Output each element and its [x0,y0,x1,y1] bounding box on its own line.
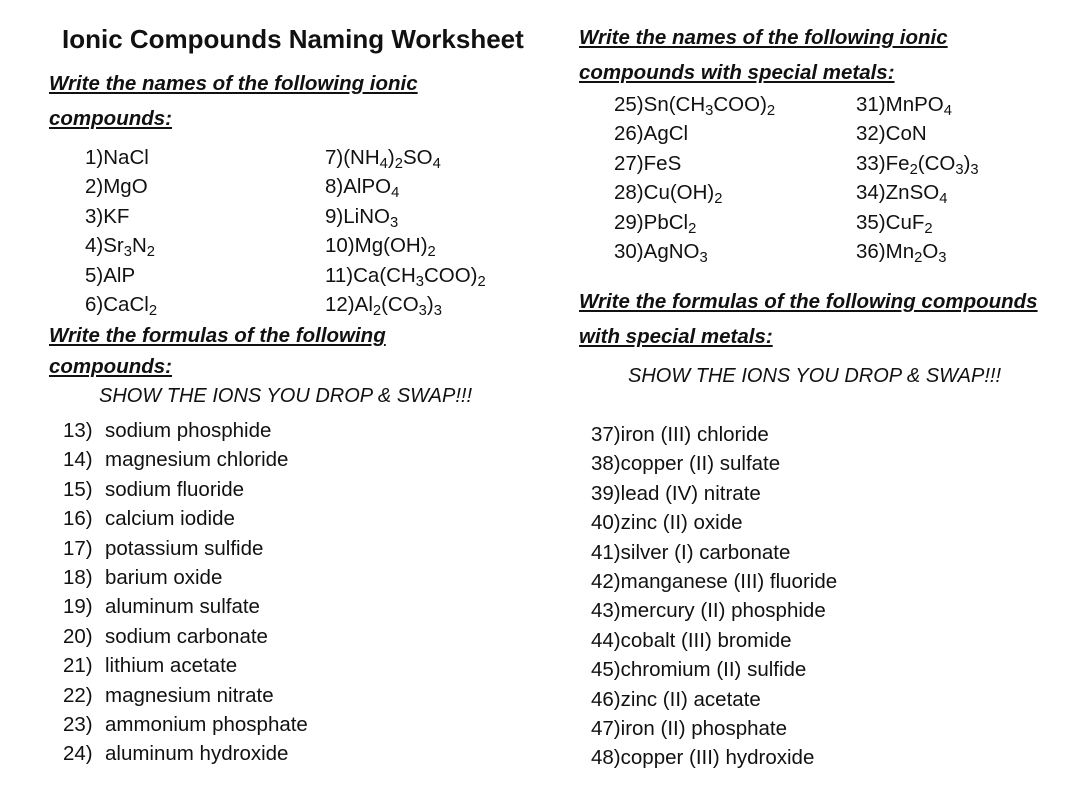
chemical-formula: FeS [643,151,682,175]
subscript: 3 [699,250,708,267]
item-number: 3) [85,204,104,228]
subscript: 3 [123,244,132,261]
subscript: 4 [943,103,952,120]
compound-name: copper (II) sulfate [620,452,781,476]
compound-formula-item [856,122,927,146]
subscript: 2 [148,303,158,320]
chemical-formula: CoN [885,122,927,146]
chemical-formula: NaCl [103,146,149,169]
heading-names-line1: Write the names of the following ionic [49,72,418,95]
compound-formula-item [325,146,441,173]
item-number: 39) [591,481,621,505]
item-number: 38) [591,452,621,476]
subscript: 2 [477,273,486,290]
compound-name-item [63,507,235,531]
special-drop-swap-note: SHOW THE IONS YOU DROP & SWAP!!! [628,365,1002,387]
compound-name: lithium acetate [105,654,238,678]
chemical-formula: $Cu(OH)_2$ [643,181,723,208]
compound-formula-item [614,93,776,120]
compound-name: sodium fluoride [105,477,245,501]
heading-names-line2: compounds: [49,107,172,130]
compound-name-item [63,713,308,737]
item-number: 1) [85,146,104,169]
chemical-formula: MnPO$_4$ [885,93,952,120]
item-number: 22) [63,683,93,707]
subscript: 2 [372,303,382,320]
item-number: 2) [85,175,104,199]
item-number: 24) [63,742,93,766]
item-number: 40) [591,511,621,535]
compound-name: zinc (II) oxide [620,511,743,535]
subscript: 4 [391,185,400,202]
compound-name-item [63,448,288,472]
subscript: 2 [766,103,776,120]
chemical-formula: $Sn(CH_3COO)_2$ [643,93,776,120]
subscript: 2 [146,244,155,261]
compound-name-item [63,742,288,766]
heading-formulas-line2: compounds: [49,355,172,378]
item-number: 4) [85,234,104,258]
compound-name: magnesium nitrate [105,683,274,707]
compound-name: zinc (II) acetate [620,687,761,711]
subscript: 2 [688,220,697,237]
compound-formula-item [85,234,155,261]
compound-name-item [63,566,222,590]
item-number: 27) [614,151,644,175]
subscript: 4 [939,191,948,208]
subscript: 4 [379,156,388,173]
item-number: 47) [591,717,621,740]
compound-formula-item [856,93,952,120]
subscript: 3 [389,214,399,231]
item-number: 12) [325,293,355,316]
compound-name-item [591,423,769,447]
compound-name-item [63,537,263,561]
subscript: 3 [705,103,714,120]
chemical-formula: $Mn_2O_3$ [885,240,947,267]
chemical-formula: CuF$_2$ [885,210,933,237]
subscript: 2 [427,244,436,261]
drop-swap-note: SHOW THE IONS YOU DROP & SWAP!!! [99,385,473,407]
heading-special-names-line2: compounds with special metals: [579,61,895,84]
compound-name: barium oxide [105,566,223,589]
compound-formula-item [85,175,148,199]
compound-name: potassium sulfide [105,536,264,560]
compound-formula-item [856,181,948,208]
compound-name-item [591,511,743,535]
item-number: 25) [614,93,644,116]
item-number: 41) [591,540,621,564]
item-number: 13) [63,419,93,442]
item-number: 21) [63,654,93,678]
item-number: 45) [591,658,621,682]
item-number: 15) [63,477,93,501]
item-number: 14) [63,448,93,472]
item-number: 6) [85,293,104,316]
subscript: 2 [394,156,403,173]
subscript: 3 [955,161,964,178]
compound-formula-item [614,152,681,176]
subscript: 3 [418,303,427,320]
compound-name: ammonium phosphate [105,713,308,736]
item-number: 7) [325,146,344,169]
compound-formula-item [614,211,696,235]
compound-formula-item [614,240,708,267]
compound-formula-item [325,175,400,202]
item-number: 9) [325,204,344,228]
item-number: 19) [63,595,93,619]
item-number: 20) [63,624,93,648]
worksheet-title: Ionic Compounds Naming Worksheet [62,24,524,54]
subscript: 2 [914,250,923,267]
item-number: 44) [591,628,621,652]
chemical-formula: AlP [103,263,136,287]
compound-formula-item [614,181,723,208]
item-number: 18) [63,566,93,589]
compound-name: iron (III) chloride [620,423,769,446]
subscript: 3 [970,161,979,178]
chemical-formula: $Ca(CH_3COO)_2$ [353,263,486,290]
chemical-formula: $Fe_2(CO_3)_3$ [885,151,979,178]
compound-name: copper (III) hydroxide [620,746,815,770]
heading-special-names-line1: Write the names of the following ionic [579,26,948,49]
chemical-formula: $Sr_3N_2$ [103,234,155,261]
chemical-formula: LiNO$_3$ [343,204,399,231]
compound-formula-item [325,264,486,288]
item-number: 32) [856,122,886,146]
chemical-formula: $(NH_4)_2SO_4$ [343,146,441,173]
compound-name: aluminum hydroxide [105,742,289,766]
compound-name-item [591,629,792,653]
item-number: 33) [856,151,886,175]
compound-formula-item [85,264,135,288]
item-number: 8) [325,175,344,199]
item-number: 10) [325,234,355,258]
compound-name-item [591,570,837,594]
compound-name: silver (I) carbonate [620,540,791,564]
item-number: 48) [591,746,621,770]
compound-name-item [591,688,761,712]
item-number: 16) [63,507,93,531]
compound-name: mercury (II) phosphide [620,599,826,623]
item-number: 35) [856,210,886,234]
heading-special-formulas-line1: Write the formulas of the following compounds [579,290,1038,313]
item-number: 5) [85,263,104,287]
item-number: 46) [591,687,621,711]
compound-name-item [63,478,244,502]
chemical-formula: PbCl$_2$ [643,210,697,237]
item-number: 31) [856,93,886,116]
compound-formula-item [85,205,129,229]
heading-formulas-line1: Write the formulas of the following [49,324,386,347]
compound-name: sodium carbonate [105,624,268,648]
chemical-formula: $Al_2(CO_3)_3$ [354,293,442,320]
subscript: 3 [938,250,947,267]
subscript: 2 [714,191,723,208]
compound-name-item [63,625,268,649]
chemical-formula: CaCl$_2$ [103,293,158,320]
compound-name: sodium phosphide [105,419,272,442]
chemical-formula: KF [103,204,130,228]
item-number: 42) [591,570,621,593]
compound-name-item [591,746,814,770]
compound-formula-item [325,293,442,320]
compound-name-item [591,599,826,623]
chemical-formula: ZnSO$_4$ [885,181,948,208]
compound-formula-item [85,146,149,170]
item-number: 11) [325,263,354,287]
chemical-formula: MgO [103,175,148,199]
subscript: 2 [924,220,933,237]
subscript: 2 [909,161,918,178]
compound-name-item [591,452,780,476]
compound-name: chromium (II) sulfide [620,658,807,682]
compound-formula-item [856,152,979,176]
subscript: 3 [415,273,424,290]
chemical-formula: $Mg(OH)_2$ [354,234,436,261]
subscript: 4 [432,156,441,173]
compound-formula-item [325,205,398,229]
compound-name-item [591,658,806,682]
chemical-formula: AgNO$_3$ [643,240,708,267]
item-number: 29) [614,210,644,234]
compound-name-item [63,419,271,443]
compound-name-item [591,541,790,565]
compound-formula-item [325,234,436,261]
compound-name-item [63,684,274,708]
compound-name-item [63,654,237,678]
compound-name: magnesium chloride [105,448,289,472]
compound-formula-item [85,293,158,320]
compound-name: manganese (III) fluoride [620,570,838,593]
compound-name: lead (IV) nitrate [620,481,761,505]
chemical-formula: AgCl [643,122,689,146]
item-number: 28) [614,181,644,205]
compound-name: calcium iodide [105,507,235,531]
item-number: 34) [856,181,886,205]
subscript: 3 [433,303,442,320]
compound-name-item [591,717,787,741]
compound-name: iron (II) phosphate [620,717,788,740]
item-number: 36) [856,240,886,263]
item-number: 43) [591,599,621,623]
compound-name: cobalt (III) bromide [620,628,792,652]
item-number: 17) [63,536,93,560]
item-number: 30) [614,240,644,263]
compound-name-item [63,595,260,619]
compound-formula-item [856,240,947,267]
compound-name: aluminum sulfate [105,595,260,619]
compound-formula-item [614,122,688,146]
item-number: 37) [591,423,621,446]
compound-name-item [591,482,761,506]
compound-formula-item [856,211,933,235]
heading-special-formulas-line2: with special metals: [579,325,773,348]
item-number: 23) [63,713,93,736]
item-number: 26) [614,122,644,146]
chemical-formula: AlPO$_4$ [343,175,400,202]
